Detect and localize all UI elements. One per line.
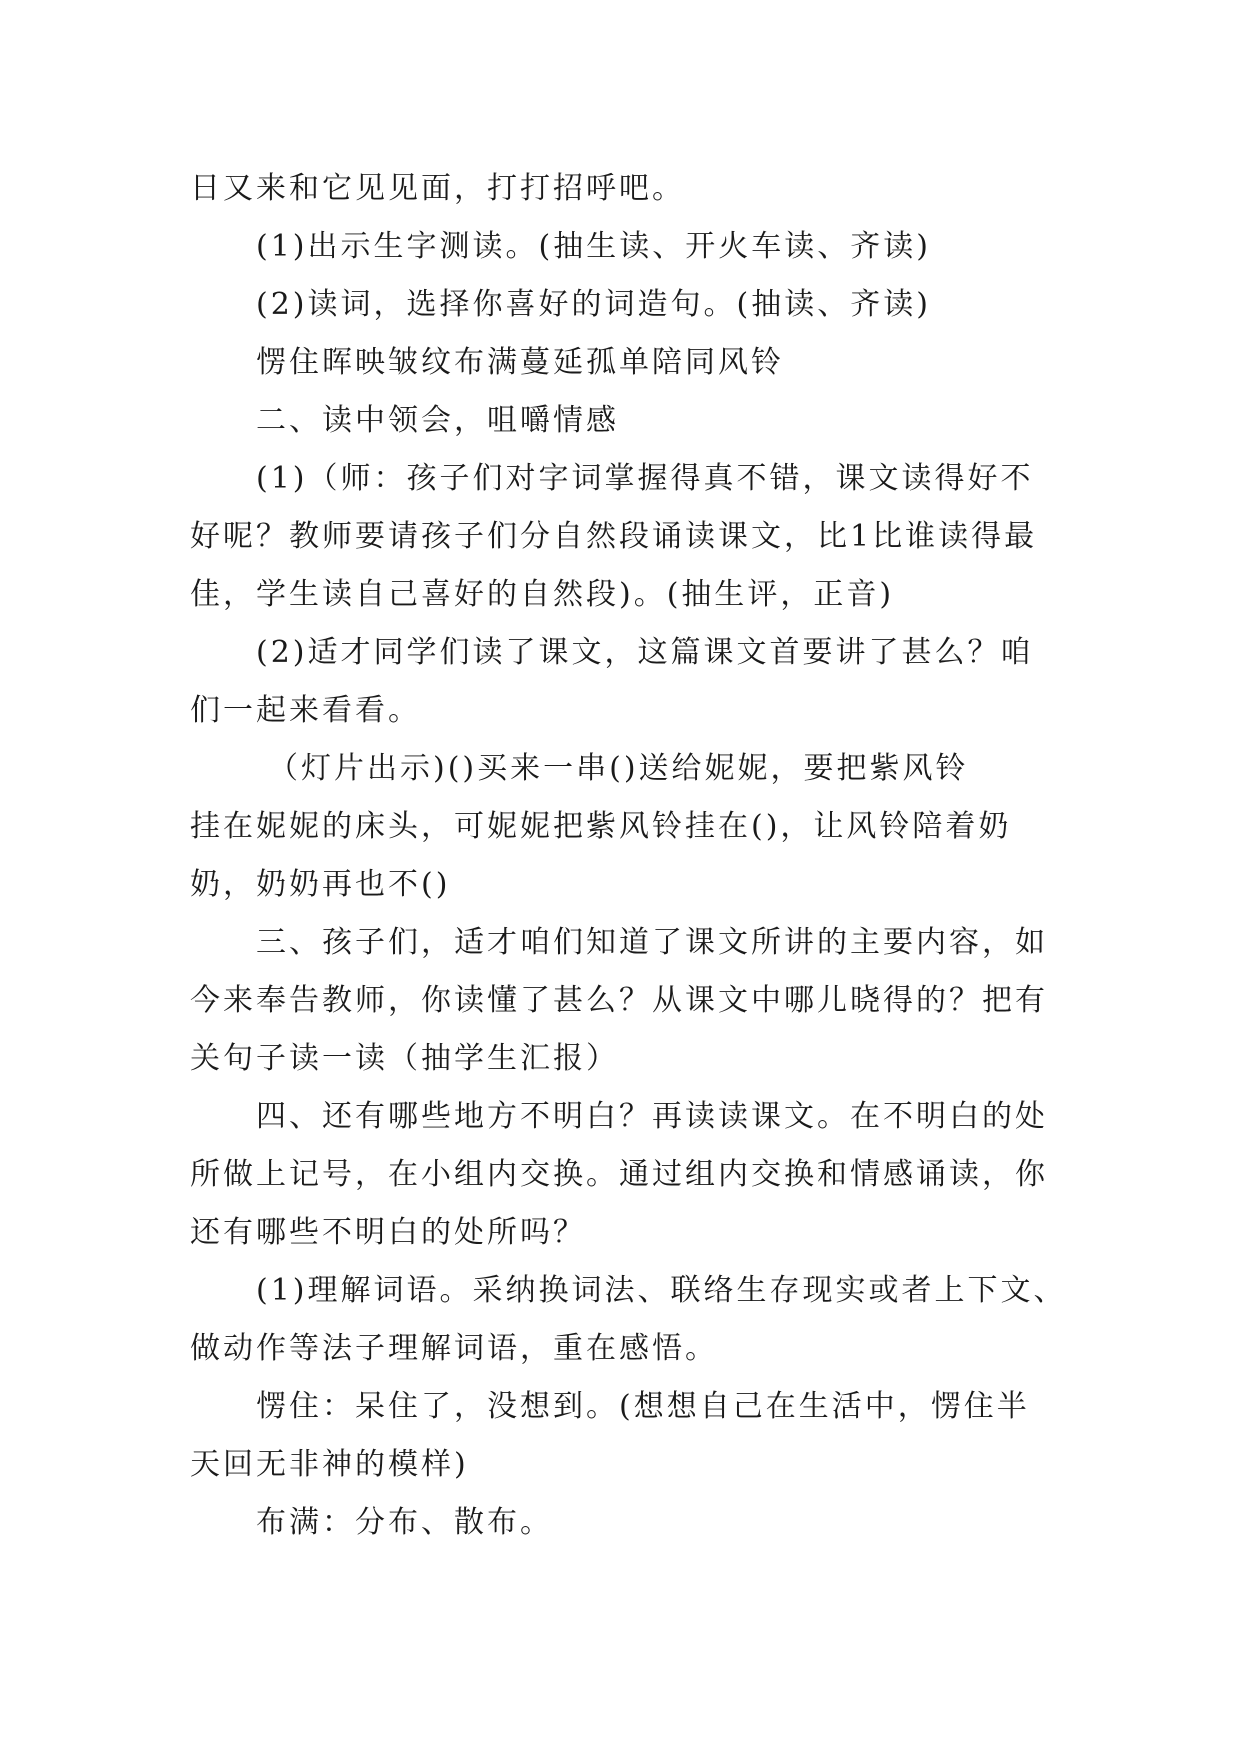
section-heading: 三、孩子们，适才咱们知道了课文所讲的主要内容，如: [256, 925, 1048, 960]
text-line: 日又来和它见见面，打打招呼吧。: [190, 171, 685, 206]
text-line: 关句子读一读（抽学生汇报）: [190, 1041, 619, 1076]
text-line: 们一起来看看。: [190, 693, 421, 728]
text-line: 佳，学生读自己喜好的自然段)。(抽生评，正音): [190, 577, 895, 612]
text-line: 好呢？教师要请孩子们分自然段诵读课文，比1比谁读得最: [190, 519, 1038, 554]
document-body: [190, 160, 1067, 1552]
text-line: 愣住晖映皱纹布满蔓延孤单陪同风铃: [256, 345, 784, 380]
text-line: 还有哪些不明白的处所吗？: [190, 1215, 586, 1250]
text-line: 做动作等法子理解词语，重在感悟。: [190, 1331, 718, 1366]
text-line: 所做上记号，在小组内交换。通过组内交换和情感诵读，你: [190, 1157, 1048, 1192]
text-line: 今来奉告教师，你读懂了甚么？从课文中哪儿晓得的？把有: [190, 983, 1048, 1018]
section-heading: 二、读中领会，咀嚼情感: [256, 403, 619, 438]
text-line: (1)（师：孩子们对字词掌握得真不错，课文读得好不: [256, 461, 1034, 496]
text-line: (1)出示生字测读。(抽生读、开火车读、齐读): [256, 229, 931, 264]
text-line: (2)适才同学们读了课文，这篇课文首要讲了甚么？咱: [256, 635, 1034, 670]
text-line: 布满：分布、散布。: [256, 1505, 553, 1540]
text-line: 奶，奶奶再也不(): [190, 867, 451, 902]
text-line: （灯片出示)()买来一串()送给妮妮，要把紫风铃: [268, 751, 969, 786]
text-line: 挂在妮妮的床头，可妮妮把紫风铃挂在()，让风铃陪着奶: [190, 809, 1012, 844]
section-heading: 四、还有哪些地方不明白？再读读课文。在不明白的处: [256, 1099, 1048, 1134]
text-line: 愣住：呆住了，没想到。(想想自己在生活中，愣住半: [256, 1389, 1030, 1424]
text-line: (2)读词，选择你喜好的词造句。(抽读、齐读): [256, 287, 931, 322]
text-line: (1)理解词语。采纳换词法、联络生存现实或者上下文、: [256, 1273, 1067, 1308]
text-line: 天回无非神的模样): [190, 1447, 469, 1482]
